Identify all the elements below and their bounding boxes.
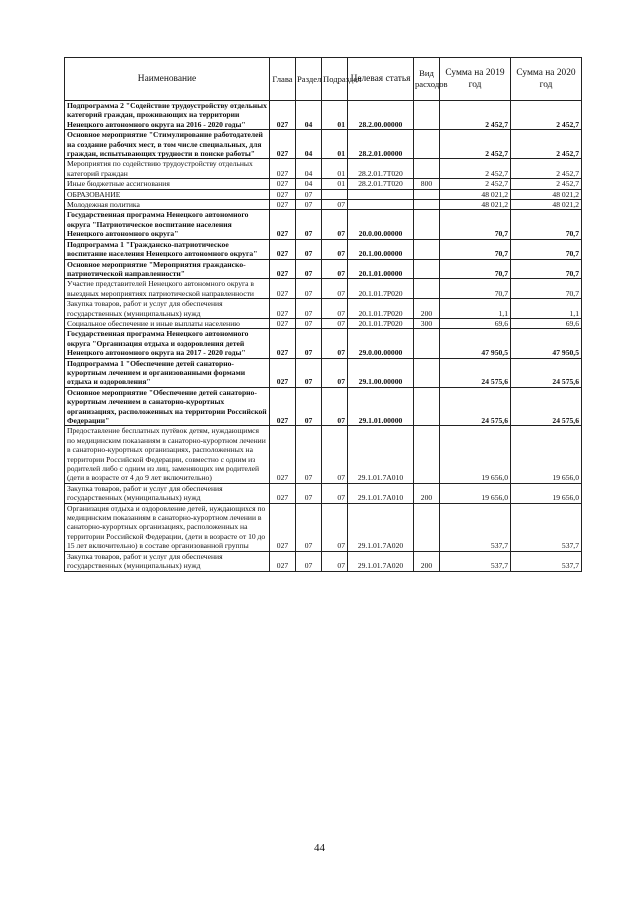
row-sum-2019: 48 021,2: [440, 189, 511, 199]
row-chapter: 027: [270, 179, 296, 189]
row-subsection: 01: [322, 179, 348, 189]
row-sum-2020: 537,7: [511, 551, 582, 571]
row-target: 20.1.01.7Р020: [348, 299, 414, 319]
row-sum-2019: 537,7: [440, 551, 511, 571]
row-sum-2019: 70,7: [440, 279, 511, 299]
table-row: [65, 483, 582, 503]
row-section: 07: [296, 358, 322, 387]
row-section: 07: [296, 200, 322, 210]
row-sum-2020: 48 021,2: [511, 189, 582, 199]
row-chapter: 027: [270, 299, 296, 319]
row-expense-type: [414, 503, 440, 551]
row-name: Подпрограмма 1 "Гражданско-патриотическое воспитание населения Ненецкого автономного округа": [65, 239, 270, 259]
row-sum-2020: 70,7: [511, 210, 582, 239]
table-row: [65, 130, 582, 159]
row-sum-2020: 70,7: [511, 279, 582, 299]
row-expense-type: [414, 329, 440, 358]
budget-table: [64, 57, 582, 572]
row-section: 07: [296, 210, 322, 239]
row-sum-2019: 19 656,0: [440, 426, 511, 483]
row-expense-type: [414, 130, 440, 159]
row-target: 29.0.00.00000: [348, 329, 414, 358]
row-section: 04: [296, 179, 322, 189]
row-chapter: 027: [270, 426, 296, 483]
row-subsection: 07: [322, 483, 348, 503]
row-target: [348, 200, 414, 210]
header-section: Раздел: [296, 58, 322, 101]
row-subsection: 07: [322, 299, 348, 319]
row-chapter: 027: [270, 483, 296, 503]
row-target: 28.2.00.00000: [348, 101, 414, 130]
table-row: [65, 358, 582, 387]
row-subsection: 07: [322, 210, 348, 239]
row-section: 07: [296, 426, 322, 483]
row-chapter: 027: [270, 358, 296, 387]
row-sum-2020: 69,6: [511, 318, 582, 328]
row-chapter: 027: [270, 130, 296, 159]
row-expense-type: [414, 159, 440, 179]
table-row: [65, 503, 582, 551]
row-name: Мероприятия по содействию трудоустройству отдельных категорий граждан: [65, 159, 270, 179]
row-sum-2020: 2 452,7: [511, 101, 582, 130]
row-chapter: 027: [270, 210, 296, 239]
row-target: 29.1.01.00000: [348, 387, 414, 426]
row-sum-2019: 2 452,7: [440, 130, 511, 159]
row-chapter: 027: [270, 329, 296, 358]
row-sum-2019: 24 575,6: [440, 387, 511, 426]
row-sum-2019: 70,7: [440, 210, 511, 239]
row-sum-2019: 70,7: [440, 239, 511, 259]
row-sum-2019: 19 656,0: [440, 483, 511, 503]
row-name: Государственная программа Ненецкого автономного округа "Организация отдыха и оздоровления детей Ненецкого автономного округа на 2017 - 2020 годы": [65, 329, 270, 358]
row-expense-type: [414, 387, 440, 426]
row-chapter: 027: [270, 101, 296, 130]
row-subsection: 07: [322, 503, 348, 551]
row-sum-2020: 1,1: [511, 299, 582, 319]
row-sum-2019: 537,7: [440, 503, 511, 551]
header-name: Наименование: [65, 58, 270, 101]
table-row: [65, 239, 582, 259]
row-name: Закупка товаров, работ и услуг для обеспечения государственных (муниципальных) нужд: [65, 551, 270, 571]
row-name: Предоставление бесплатных путёвок детям, нуждающимся по медицинским показаниям в санаторно-курортном лечении в санаторно-курортных организациях, расположенных на территории Российской Федерации, совместно с одним из родителей либо с одним из лиц, заменяющих им родителей (дети в возрасте от 4 до 9 лет включительно): [65, 426, 270, 483]
table-row: [65, 299, 582, 319]
row-name: Основное мероприятие "Обеспечение детей санаторно-курортным лечением в санаторно-курортных организациях, расположенных на территории Российской Федерации": [65, 387, 270, 426]
row-sum-2020: 70,7: [511, 259, 582, 279]
header-subsection: Подраздел: [322, 58, 348, 101]
row-sum-2020: 48 021,2: [511, 200, 582, 210]
row-section: 07: [296, 189, 322, 199]
table-row: [65, 200, 582, 210]
table-row: [65, 318, 582, 328]
row-sum-2020: 24 575,6: [511, 387, 582, 426]
row-chapter: 027: [270, 279, 296, 299]
row-sum-2019: 24 575,6: [440, 358, 511, 387]
row-target: 20.1.01.00000: [348, 259, 414, 279]
row-name: Закупка товаров, работ и услуг для обеспечения государственных (муниципальных) нужд: [65, 299, 270, 319]
row-target: 29.1.00.00000: [348, 358, 414, 387]
row-chapter: 027: [270, 503, 296, 551]
row-expense-type: 200: [414, 299, 440, 319]
row-sum-2019: 1,1: [440, 299, 511, 319]
row-chapter: 027: [270, 318, 296, 328]
header-target: Целевая статья: [348, 58, 414, 101]
row-subsection: 07: [322, 358, 348, 387]
table-row: [65, 179, 582, 189]
row-sum-2020: 2 452,7: [511, 130, 582, 159]
row-section: 07: [296, 239, 322, 259]
row-name: Участие представителей Ненецкого автономного округа в выездных мероприятиях патриотической направленности: [65, 279, 270, 299]
row-section: 07: [296, 299, 322, 319]
table-row: [65, 387, 582, 426]
row-section: 04: [296, 130, 322, 159]
row-sum-2020: 2 452,7: [511, 179, 582, 189]
row-sum-2019: 69,6: [440, 318, 511, 328]
row-expense-type: 800: [414, 179, 440, 189]
row-subsection: 07: [322, 551, 348, 571]
row-target: 28.2.01.7Т020: [348, 159, 414, 179]
row-section: 04: [296, 101, 322, 130]
row-expense-type: [414, 210, 440, 239]
row-sum-2019: 47 950,5: [440, 329, 511, 358]
row-chapter: 027: [270, 200, 296, 210]
row-expense-type: 200: [414, 483, 440, 503]
table-row: [65, 426, 582, 483]
row-name: Основное мероприятие "Стимулирование работодателей на создание рабочих мест, в том числе специальных, для граждан, испытывающих трудности в поиске работы": [65, 130, 270, 159]
row-name: Основное мероприятие "Мероприятия гражданско-патриотической направленности": [65, 259, 270, 279]
row-section: 07: [296, 259, 322, 279]
table-row: [65, 551, 582, 571]
row-sum-2020: 537,7: [511, 503, 582, 551]
row-expense-type: [414, 426, 440, 483]
row-target: 29.1.01.7А010: [348, 483, 414, 503]
table-row: [65, 259, 582, 279]
row-sum-2020: 24 575,6: [511, 358, 582, 387]
table-row: [65, 159, 582, 179]
row-expense-type: [414, 358, 440, 387]
row-target: 28.2.01.7Т020: [348, 179, 414, 189]
table-row: [65, 101, 582, 130]
row-expense-type: 200: [414, 551, 440, 571]
row-subsection: 07: [322, 279, 348, 299]
row-expense-type: [414, 189, 440, 199]
row-name: Подпрограмма 1 "Обеспечение детей санаторно-курортным лечением и организованными формами отдыха и оздоровления": [65, 358, 270, 387]
row-chapter: 027: [270, 239, 296, 259]
row-subsection: 07: [322, 426, 348, 483]
row-subsection: 01: [322, 130, 348, 159]
row-expense-type: [414, 101, 440, 130]
header-expense-type: Вид расходов: [414, 58, 440, 101]
row-chapter: 027: [270, 189, 296, 199]
row-chapter: 027: [270, 159, 296, 179]
row-target: 20.1.00.00000: [348, 239, 414, 259]
row-subsection: 01: [322, 159, 348, 179]
row-sum-2020: 70,7: [511, 239, 582, 259]
row-subsection: 07: [322, 318, 348, 328]
row-chapter: 027: [270, 387, 296, 426]
row-expense-type: 300: [414, 318, 440, 328]
page-number: 44: [314, 842, 325, 854]
row-expense-type: [414, 200, 440, 210]
table-header-row: [65, 58, 582, 101]
row-chapter: 027: [270, 551, 296, 571]
row-subsection: 07: [322, 329, 348, 358]
row-sum-2020: 2 452,7: [511, 159, 582, 179]
row-target: 28.2.01.00000: [348, 130, 414, 159]
row-name: Организация отдыха и оздоровление детей, нуждающихся по медицинским показаниям в санаторно-курортном лечении в санаторно-курортных организациях, расположенных на территории Российской Федерации, (дети в возрасте от 10 до 15 лет включительно) в составе организованной группы: [65, 503, 270, 551]
row-target: 29.1.01.7А020: [348, 551, 414, 571]
row-section: 07: [296, 483, 322, 503]
row-sum-2020: 19 656,0: [511, 483, 582, 503]
row-expense-type: [414, 239, 440, 259]
row-sum-2020: 19 656,0: [511, 426, 582, 483]
header-sum-2019: Сумма на 2019 год: [440, 58, 511, 101]
table-row: [65, 210, 582, 239]
header-sum-2020: Сумма на 2020 год: [511, 58, 582, 101]
row-name: Молодежная политика: [65, 200, 270, 210]
row-target: 20.1.01.7Р020: [348, 279, 414, 299]
row-sum-2019: 2 452,7: [440, 159, 511, 179]
row-target: 20.1.01.7Р020: [348, 318, 414, 328]
row-sum-2019: 2 452,7: [440, 101, 511, 130]
row-subsection: 07: [322, 239, 348, 259]
row-target: [348, 189, 414, 199]
row-name: Социальное обеспечение и иные выплаты населению: [65, 318, 270, 328]
row-name: Закупка товаров, работ и услуг для обеспечения государственных (муниципальных) нужд: [65, 483, 270, 503]
row-section: 07: [296, 387, 322, 426]
row-sum-2020: 47 950,5: [511, 329, 582, 358]
row-section: 07: [296, 279, 322, 299]
row-sum-2019: 2 452,7: [440, 179, 511, 189]
header-chapter: Глава: [270, 58, 296, 101]
row-subsection: 01: [322, 101, 348, 130]
row-section: 07: [296, 318, 322, 328]
row-section: 07: [296, 329, 322, 358]
row-subsection: 07: [322, 259, 348, 279]
row-section: 07: [296, 551, 322, 571]
row-subsection: 07: [322, 200, 348, 210]
row-subsection: 07: [322, 387, 348, 426]
row-section: 07: [296, 503, 322, 551]
row-name: Иные бюджетные ассигнования: [65, 179, 270, 189]
table-row: [65, 329, 582, 358]
row-expense-type: [414, 259, 440, 279]
table-row: [65, 189, 582, 199]
row-sum-2019: 48 021,2: [440, 200, 511, 210]
row-name: ОБРАЗОВАНИЕ: [65, 189, 270, 199]
row-subsection: [322, 189, 348, 199]
row-target: 29.1.01.7А010: [348, 426, 414, 483]
row-sum-2019: 70,7: [440, 259, 511, 279]
row-name: Государственная программа Ненецкого автономного округа "Патриотическое воспитание населения Ненецкого автономного округа": [65, 210, 270, 239]
table-row: [65, 279, 582, 299]
row-target: 20.0.00.00000: [348, 210, 414, 239]
row-name: Подпрограмма 2 "Содействие трудоустройству отдельных категорий граждан, проживающих на территории Ненецкого автономного округа на 2016 - 2020 годы": [65, 101, 270, 130]
row-target: 29.1.01.7А020: [348, 503, 414, 551]
table-body: [65, 101, 582, 572]
row-section: 04: [296, 159, 322, 179]
row-expense-type: [414, 279, 440, 299]
row-chapter: 027: [270, 259, 296, 279]
